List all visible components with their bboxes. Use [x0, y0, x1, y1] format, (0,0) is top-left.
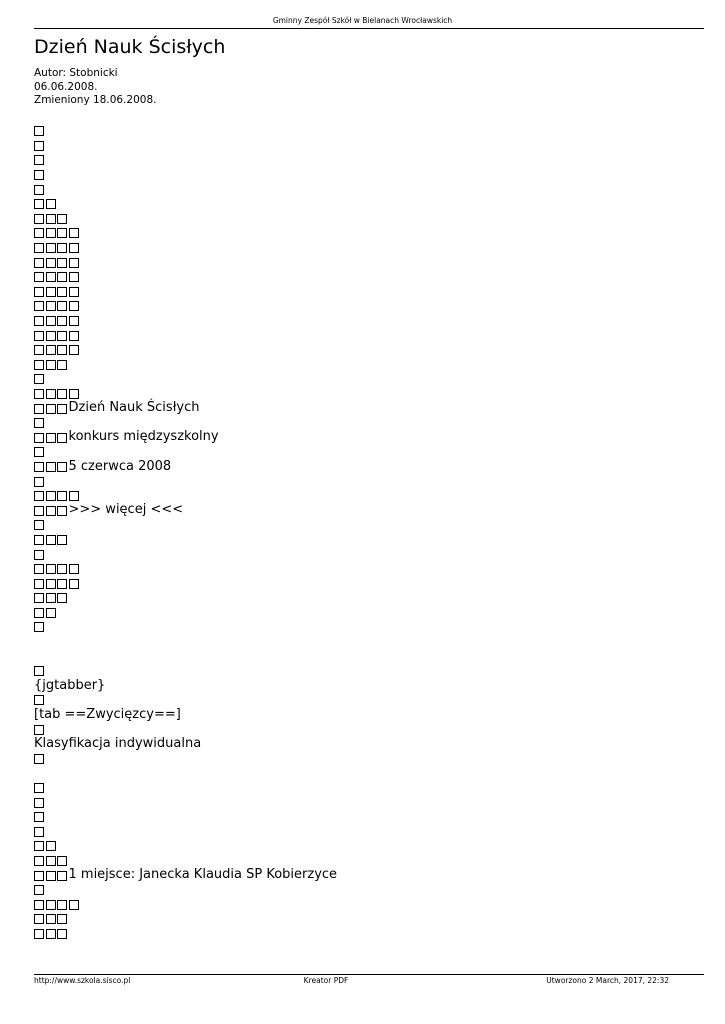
missing-glyph-icon [57, 506, 67, 516]
missing-glyph-icon [69, 389, 79, 399]
missing-glyph-icon [46, 404, 56, 414]
missing-glyph-icon [57, 433, 67, 443]
missing-glyph-icon [46, 564, 56, 574]
body-line [34, 416, 337, 431]
missing-glyph-icon [57, 287, 67, 297]
missing-glyph-icon [34, 214, 44, 224]
body-line [34, 664, 337, 679]
missing-glyph-icon [34, 360, 44, 370]
missing-glyph-icon [34, 185, 44, 195]
missing-glyph-icon [34, 783, 44, 793]
missing-glyph-icon [34, 593, 44, 603]
body-line [34, 460, 337, 475]
body-line [34, 168, 337, 183]
missing-glyph-icon [34, 929, 44, 939]
missing-glyph-icon [46, 214, 56, 224]
missing-glyph-icon [34, 287, 44, 297]
missing-glyph-icon [69, 228, 79, 238]
body-line-text: Klasyfikacja indywidualna [34, 735, 202, 751]
body-line [34, 897, 337, 912]
missing-glyph-icon [46, 491, 56, 501]
body-line [34, 781, 337, 796]
body-line [34, 927, 337, 942]
body-line [34, 708, 337, 723]
header-rule [34, 28, 704, 29]
missing-glyph-icon [46, 608, 56, 618]
missing-glyph-icon [57, 243, 67, 253]
missing-glyph-icon [34, 141, 44, 151]
article-title: Dzień Nauk Ścisłych [34, 36, 226, 58]
footer-rule [34, 974, 704, 975]
missing-glyph-icon [46, 360, 56, 370]
article-created-date: 06.06.2008. [34, 80, 98, 93]
body-line [34, 591, 337, 606]
missing-glyph-icon [34, 374, 44, 384]
missing-glyph-icon [57, 301, 67, 311]
footer-url[interactable]: http://www.szkola.sisco.pl [34, 976, 131, 985]
missing-glyph-icon [34, 856, 44, 866]
missing-glyph-icon [46, 871, 56, 881]
body-line [34, 212, 337, 227]
missing-glyph-icon [57, 228, 67, 238]
body-line [34, 854, 337, 869]
missing-glyph-icon [34, 914, 44, 924]
missing-glyph-icon [57, 491, 67, 501]
body-line [34, 868, 337, 883]
body-line [34, 722, 337, 737]
missing-glyph-icon [34, 418, 44, 428]
body-line [34, 693, 337, 708]
body-line [34, 299, 337, 314]
body-line [34, 752, 337, 767]
body-line [34, 401, 337, 416]
body-line [34, 562, 337, 577]
body-line-text: Dzień Nauk Ścisłych [68, 400, 200, 416]
missing-glyph-icon [46, 535, 56, 545]
body-line [34, 912, 337, 927]
missing-glyph-icon [34, 477, 44, 487]
body-line [34, 606, 337, 621]
body-line [34, 197, 337, 212]
missing-glyph-icon [46, 258, 56, 268]
missing-glyph-icon [69, 345, 79, 355]
body-line [34, 226, 337, 241]
body-line [34, 810, 337, 825]
missing-glyph-icon [34, 433, 44, 443]
missing-glyph-icon [57, 360, 67, 370]
missing-glyph-icon [34, 462, 44, 472]
missing-glyph-icon [34, 331, 44, 341]
body-line [34, 518, 337, 533]
missing-glyph-icon [57, 900, 67, 910]
missing-glyph-icon [46, 199, 56, 209]
missing-glyph-icon [46, 929, 56, 939]
missing-glyph-icon [57, 272, 67, 282]
missing-glyph-icon [34, 520, 44, 530]
missing-glyph-icon [34, 126, 44, 136]
missing-glyph-icon [69, 331, 79, 341]
missing-glyph-icon [46, 316, 56, 326]
missing-glyph-icon [57, 535, 67, 545]
missing-glyph-icon [34, 228, 44, 238]
missing-glyph-icon [34, 885, 44, 895]
body-line [34, 474, 337, 489]
missing-glyph-icon [46, 287, 56, 297]
body-line [34, 372, 337, 387]
missing-glyph-icon [69, 258, 79, 268]
missing-glyph-icon [69, 287, 79, 297]
missing-glyph-icon [57, 579, 67, 589]
missing-glyph-icon [46, 462, 56, 472]
missing-glyph-icon [34, 812, 44, 822]
missing-glyph-icon [57, 914, 67, 924]
body-line [34, 737, 337, 752]
missing-glyph-icon [34, 754, 44, 764]
article-body [34, 124, 337, 941]
body-line [34, 255, 337, 270]
missing-glyph-icon [34, 608, 44, 618]
missing-glyph-icon [34, 550, 44, 560]
body-line [34, 825, 337, 840]
missing-glyph-icon [46, 914, 56, 924]
missing-glyph-icon [34, 506, 44, 516]
missing-glyph-icon [57, 258, 67, 268]
body-line [34, 139, 337, 154]
body-line [34, 270, 337, 285]
missing-glyph-icon [46, 841, 56, 851]
body-line [34, 328, 337, 343]
missing-glyph-icon [46, 272, 56, 282]
body-line [34, 358, 337, 373]
body-line [34, 679, 337, 694]
body-line [34, 635, 337, 650]
body-line [34, 241, 337, 256]
body-line [34, 576, 337, 591]
missing-glyph-icon [69, 301, 79, 311]
body-line-text: >>> więcej <<< [68, 502, 184, 518]
missing-glyph-icon [69, 316, 79, 326]
body-line [34, 533, 337, 548]
missing-glyph-icon [57, 389, 67, 399]
missing-glyph-icon [34, 695, 44, 705]
body-line [34, 795, 337, 810]
body-line [34, 314, 337, 329]
missing-glyph-icon [57, 462, 67, 472]
body-line [34, 489, 337, 504]
missing-glyph-icon [57, 929, 67, 939]
missing-glyph-icon [46, 856, 56, 866]
missing-glyph-icon [34, 841, 44, 851]
missing-glyph-icon [34, 666, 44, 676]
body-line [34, 343, 337, 358]
missing-glyph-icon [34, 798, 44, 808]
missing-glyph-icon [46, 433, 56, 443]
missing-glyph-icon [34, 900, 44, 910]
missing-glyph-icon [34, 272, 44, 282]
missing-glyph-icon [69, 243, 79, 253]
body-line [34, 839, 337, 854]
missing-glyph-icon [34, 301, 44, 311]
missing-glyph-icon [34, 170, 44, 180]
missing-glyph-icon [57, 564, 67, 574]
missing-glyph-icon [46, 900, 56, 910]
missing-glyph-icon [57, 856, 67, 866]
missing-glyph-icon [34, 155, 44, 165]
missing-glyph-icon [34, 447, 44, 457]
body-line [34, 547, 337, 562]
missing-glyph-icon [46, 331, 56, 341]
missing-glyph-icon [57, 404, 67, 414]
missing-glyph-icon [34, 564, 44, 574]
missing-glyph-icon [34, 535, 44, 545]
missing-glyph-icon [46, 243, 56, 253]
body-line [34, 182, 337, 197]
body-line-text: 5 czerwca 2008 [68, 458, 172, 474]
page-header: Gminny Zespół Szkół w Bielanach Wrocławskich [272, 16, 453, 25]
body-line-text: [tab ==Zwycięzcy==] [34, 706, 181, 722]
missing-glyph-icon [34, 258, 44, 268]
missing-glyph-icon [34, 389, 44, 399]
missing-glyph-icon [46, 593, 56, 603]
missing-glyph-icon [46, 506, 56, 516]
article-meta [34, 67, 156, 108]
missing-glyph-icon [57, 214, 67, 224]
missing-glyph-icon [69, 564, 79, 574]
body-line-text: konkurs międzyszkolny [68, 429, 219, 445]
missing-glyph-icon [69, 900, 79, 910]
missing-glyph-icon [46, 345, 56, 355]
footer-generator: Kreator PDF [303, 976, 349, 985]
missing-glyph-icon [46, 228, 56, 238]
body-line [34, 285, 337, 300]
body-line-text: 1 miejsce: Janecka Klaudia SP Kobierzyce [68, 867, 338, 883]
missing-glyph-icon [34, 579, 44, 589]
missing-glyph-icon [46, 579, 56, 589]
missing-glyph-icon [34, 243, 44, 253]
missing-glyph-icon [69, 491, 79, 501]
missing-glyph-icon [34, 871, 44, 881]
body-line [34, 883, 337, 898]
missing-glyph-icon [34, 404, 44, 414]
body-line [34, 766, 337, 781]
footer-created: Utworzono 2 March, 2017, 22:32 [546, 976, 669, 985]
missing-glyph-icon [34, 345, 44, 355]
missing-glyph-icon [69, 579, 79, 589]
missing-glyph-icon [57, 593, 67, 603]
body-line-text: {jgtabber} [34, 677, 106, 693]
missing-glyph-icon [34, 199, 44, 209]
missing-glyph-icon [57, 331, 67, 341]
body-line [34, 503, 337, 518]
missing-glyph-icon [34, 827, 44, 837]
missing-glyph-icon [34, 491, 44, 501]
article-modified-date: Zmieniony 18.06.2008. [34, 94, 157, 106]
missing-glyph-icon [46, 301, 56, 311]
missing-glyph-icon [57, 316, 67, 326]
body-line [34, 153, 337, 168]
missing-glyph-icon [57, 871, 67, 881]
missing-glyph-icon [46, 389, 56, 399]
body-line [34, 445, 337, 460]
article-author: Autor: Stobnicki [34, 67, 118, 79]
missing-glyph-icon [34, 725, 44, 735]
body-line [34, 430, 337, 445]
body-line [34, 649, 337, 664]
missing-glyph-icon [34, 622, 44, 632]
missing-glyph-icon [57, 345, 67, 355]
body-line [34, 124, 337, 139]
missing-glyph-icon [69, 272, 79, 282]
body-line [34, 620, 337, 635]
missing-glyph-icon [34, 316, 44, 326]
